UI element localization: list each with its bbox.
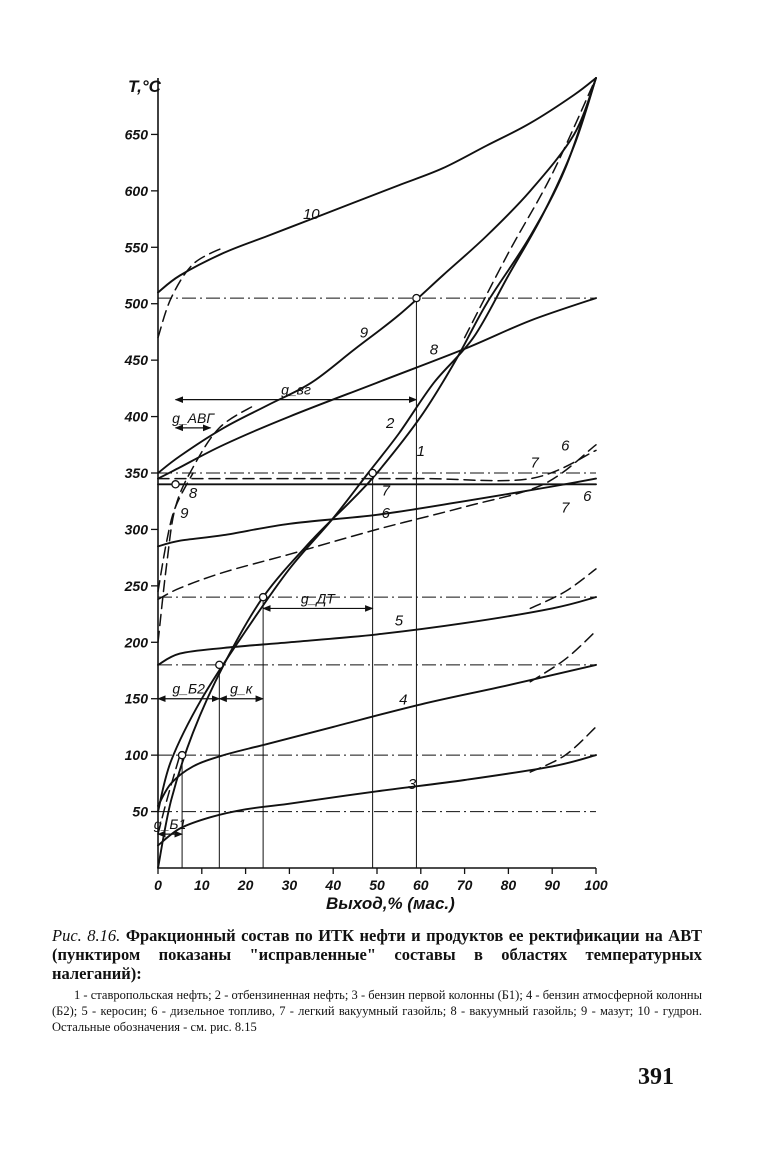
series-line-3 [158,755,596,845]
series-line-1-dashed [465,78,596,338]
series-line-3-dashed [530,727,596,772]
x-tick-label: 100 [584,877,608,893]
x-tick-label: 70 [456,877,473,893]
x-tick-label: 0 [154,877,162,893]
x-tick-label: 90 [544,877,560,893]
series-line-9-dashed [158,473,193,592]
caption-title-text: Фракционный состав по ИТК нефти и продуктов ее ректификации на АВТ (пунктиром показаны "исправленные" составы в областях температурных налеганий): [52,926,703,983]
range-label: g_вг [281,381,311,398]
x-tick-label: 60 [413,877,429,893]
x-tick-label: 50 [369,877,385,893]
data-point-marker [413,294,420,301]
curve-number-label: 6 [561,437,570,455]
y-tick-label: 400 [124,408,148,425]
x-tick-label: 30 [281,877,298,893]
curve-number-label: 10 [302,206,320,224]
y-tick-label: 300 [124,521,148,538]
caption-legend: 1 - ставропольская нефть; 2 - отбензиненная нефть; 3 - бензин первой колонны (Б1); 4 - бензин атмосферной колонны (Б2); 5 - керосин; 6 - дизельное топливо, 7 - легкий вакуумный газойль; 8 - вакуумный газойль; 9 - мазут; 10 - гудрон. Остальные обозначения - см. рис. 8.15 [52,988,702,1034]
curve-number-label: 9 [359,324,369,342]
series-line-4-dashed [530,631,596,682]
curve-number-label: 1 [416,443,425,461]
curve-number-label: 4 [399,691,408,709]
series-line-10-dashed [158,247,224,337]
series-line-6 [158,479,596,547]
curve-number-label: 8 [188,484,198,502]
data-point-marker [178,752,185,759]
curve-number-label: 9 [180,505,189,523]
x-tick-label: 20 [237,877,254,893]
series-line-9 [158,78,596,473]
y-tick-label: 50 [132,803,148,820]
data-point-marker [369,469,376,476]
range-label: g_к [230,680,253,697]
series-line-8-dashed [158,405,254,642]
range-label: g_АВГ [172,409,214,426]
curve-number-label: 7 [381,482,390,500]
series-line-5 [158,597,596,665]
y-tick-label: 550 [124,239,148,256]
y-tick-label: 100 [124,747,148,764]
figure-caption [52,926,702,1035]
range-label: g_Б1 [153,816,187,833]
curve-number-label: 2 [385,414,395,432]
y-tick-label: 150 [124,690,148,707]
y-tick-label: 350 [124,465,148,481]
curve-number-label: 5 [394,612,404,630]
curve-number-label: 8 [429,341,439,359]
y-tick-label: 650 [124,126,148,143]
y-tick-label: 600 [124,182,148,199]
y-tick-label: 450 [124,352,148,369]
caption-title [52,926,702,983]
y-axis-label: T,°C [128,77,161,96]
curve-number-label: 6 [583,488,592,506]
curve-number-label: 3 [407,776,417,793]
range-label: g_ДТ [300,590,335,607]
page-number: 391 [638,1064,674,1090]
data-point-marker [260,594,267,601]
markers [172,294,420,758]
range-label: g_Б2 [172,680,205,697]
series-line-4 [158,665,596,806]
data-point-marker [172,481,179,488]
curve-number-label: 7 [561,499,570,517]
y-tick-label: 200 [124,634,148,651]
x-tick-label: 40 [325,877,341,893]
x-axis-label: Выход,% (мас.) [326,894,455,913]
y-tick-label: 250 [124,577,148,594]
data-point-marker [216,661,223,668]
series-line-8 [158,298,596,479]
caption-fig-ref: Рис. 8.16. [52,926,121,945]
curve-number-label: 7 [530,454,539,472]
x-tick-label: 80 [500,877,517,893]
y-tick-label: 500 [124,295,148,312]
curve-labels [180,206,592,793]
curve-number-label: 6 [381,505,390,523]
x-tick-label: 10 [194,877,210,893]
series-line-5-dashed [530,569,596,609]
series-line-10 [158,78,596,292]
